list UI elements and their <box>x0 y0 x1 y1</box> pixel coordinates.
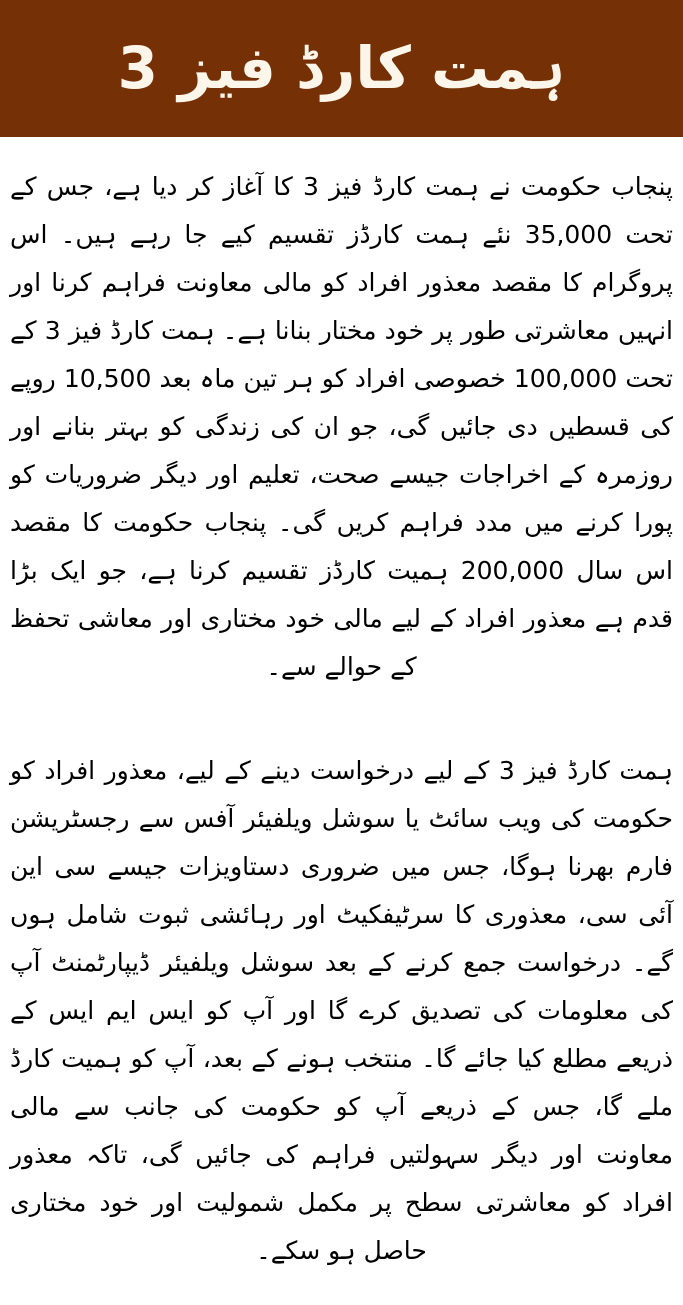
article-body <box>0 137 683 1305</box>
page-title: ہمت کارڈ فیز 3 <box>117 33 566 102</box>
header-banner <box>0 0 683 137</box>
paragraph-application-process: ہمت کارڈ فیز 3 کے لیے درخواست دینے کے لیے، معذور افراد کو حکومت کی ویب سائٹ یا سوشل ویلفیئر آفس سے رجسٹریشن فارم بھرنا ہوگا، جس میں ضروری دستاویزات جیسے سی این آئی سی، معذوری کا سرٹیفکیٹ اور رہائشی ثبوت شامل ہوں گے۔ درخواست جمع کرنے کے بعد سوشل ویلفیئر ڈیپارٹمنٹ آپ کی معلومات کی تصدیق کرے گا اور آپ کو ایس ایم ایس کے ذریعے مطلع کیا جائے گا۔ منتخب ہونے کے بعد، آپ کو ہمیت کارڈ ملے گا، جس کے ذریعے آپ کو حکومت کی جانب سے مالی معاونت اور دیگر سہولتیں فراہم کی جائیں گی، تاکہ معذور افراد کو معاشرتی سطح پر مکمل شمولیت اور خود مختاری حاصل ہو سکے۔ <box>10 756 673 1265</box>
paragraph-program-overview: پنجاب حکومت نے ہمت کارڈ فیز 3 کا آغاز کر دیا ہے، جس کے تحت 35,000 نئے ہمت کارڈز تقسیم کیے جا رہے ہیں۔ اس پروگرام کا مقصد معذور افراد کو مالی معاونت فراہم کرنا اور انہیں معاشرتی طور پر خود مختار بنانا ہے۔ ہمت کارڈ فیز 3 کے تحت 100,000 خصوصی افراد کو ہر تین ماہ بعد 10,500 روپے کی قسطیں دی جائیں گی، جو ان کی زندگی کو بہتر بنانے اور روزمرہ کے اخراجات جیسے صحت، تعلیم اور دیگر ضروریات کو پورا کرنے میں مدد فراہم کریں گی۔ پنجاب حکومت کا مقصد اس سال 200,000 ہمیت کارڈز تقسیم کرنا ہے، جو ایک بڑا قدم ہے معذور افراد کے لیے مالی خود مختاری اور معاشی تحفظ کے حوالے سے۔ <box>10 172 674 681</box>
